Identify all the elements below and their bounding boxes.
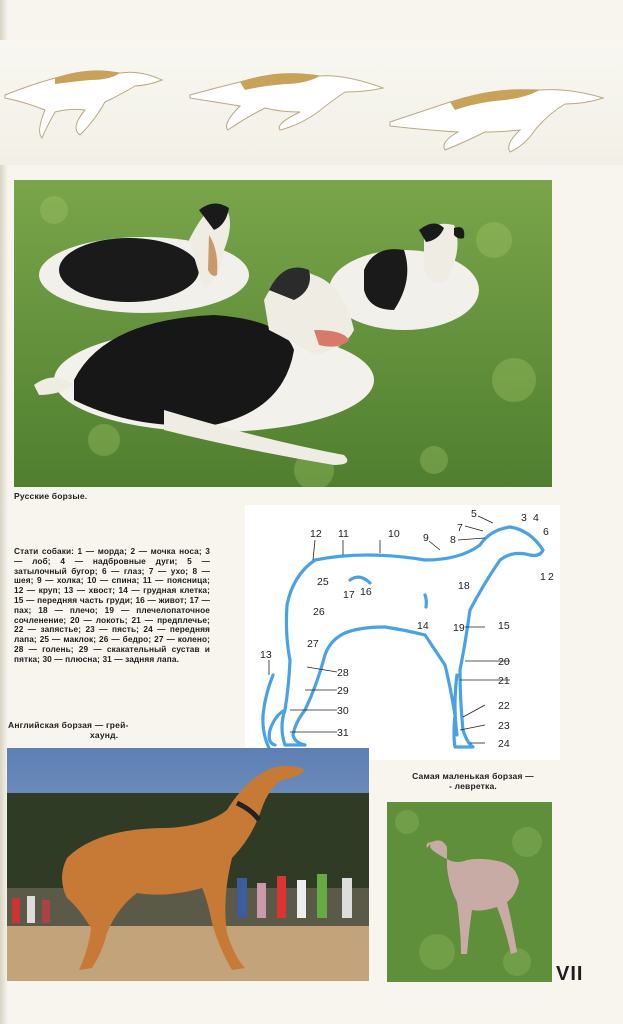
label-7: 7 <box>457 522 463 534</box>
russian-borzoi-photo <box>14 180 552 487</box>
label-8: 8 <box>450 534 456 546</box>
label-26: 26 <box>313 606 325 618</box>
label-21: 21 <box>498 675 510 687</box>
label-29: 29 <box>337 685 349 697</box>
anatomy-diagram-svg <box>245 505 560 760</box>
label-12: 12 <box>310 528 322 540</box>
label-22: 22 <box>498 700 510 712</box>
label-19: 19 <box>453 622 465 634</box>
caption-smallest-line2: - левретка. <box>449 781 497 791</box>
label-9: 9 <box>423 532 429 544</box>
italian-greyhound-photo-svg <box>387 802 552 982</box>
greyhound-photo <box>7 748 369 981</box>
caption-greyhound <box>8 720 198 740</box>
label-23: 23 <box>498 720 510 732</box>
label-10: 10 <box>388 528 400 540</box>
label-4: 4 <box>533 512 539 524</box>
running-dog-2 <box>190 73 383 130</box>
caption-greyhound-line2: хаунд. <box>90 730 119 740</box>
label-1: 1 <box>540 571 546 583</box>
running-dog-1 <box>5 70 162 138</box>
label-31: 31 <box>337 727 349 739</box>
caption-russian-borzoi: Русские борзые. <box>14 491 88 501</box>
running-borzoi-illustration <box>0 40 623 165</box>
label-24: 24 <box>498 738 510 750</box>
running-dog-3 <box>390 89 603 152</box>
label-28: 28 <box>337 667 349 679</box>
label-13: 13 <box>260 649 272 661</box>
italian-greyhound-photo <box>387 802 552 982</box>
label-6: 6 <box>543 526 549 538</box>
page-number: VII <box>556 963 584 985</box>
caption-smallest-line1: Самая маленькая борзая — <box>412 771 534 781</box>
label-18: 18 <box>458 580 470 592</box>
running-dogs-svg <box>0 40 623 165</box>
greyhound-photo-svg <box>7 748 369 981</box>
label-5: 5 <box>471 508 477 520</box>
russian-borzoi-photo-svg <box>14 180 552 487</box>
label-20: 20 <box>498 656 510 668</box>
label-14: 14 <box>417 620 429 632</box>
label-16: 16 <box>360 586 372 598</box>
label-15: 15 <box>498 620 510 632</box>
dog-parts-legend: Стати собаки: 1 — морда; 2 — мочка носа; 3 — лоб; 4 — надбровные дуги; 5 — затылочный бугор; 6 — глаз; 7 — ухо; 8 — шея; 9 — холка; 10 — спина; 11 — поясница; 12 — круп; 13 — хвост; 14 — грудная клетка; 15 — передняя часть груди; 16 — живот; 17 — пах; 18 — плечо; 19 — плечелопаточное сочленение; 20 — локоть; 21 — предплечье; 22 — запястье; 23 — пясть; 24 — передняя лапа; 25 — маклок; 26 — бедро; 27 — колено; 28 — голень; 29 — скакательный сустав и пятка; 30 — плюсна; 31 — задняя лапа. <box>14 546 210 664</box>
label-27: 27 <box>307 638 319 650</box>
label-11: 11 <box>338 528 349 540</box>
label-2: 2 <box>548 571 554 583</box>
borzoi-anatomy-diagram <box>245 505 560 760</box>
caption-smallest-borzoi <box>388 771 558 791</box>
label-17: 17 <box>343 589 355 601</box>
label-30: 30 <box>337 705 349 717</box>
label-25: 25 <box>317 576 329 588</box>
label-3: 3 <box>521 512 527 524</box>
caption-greyhound-line1: Английская борзая — грей- <box>8 720 129 730</box>
